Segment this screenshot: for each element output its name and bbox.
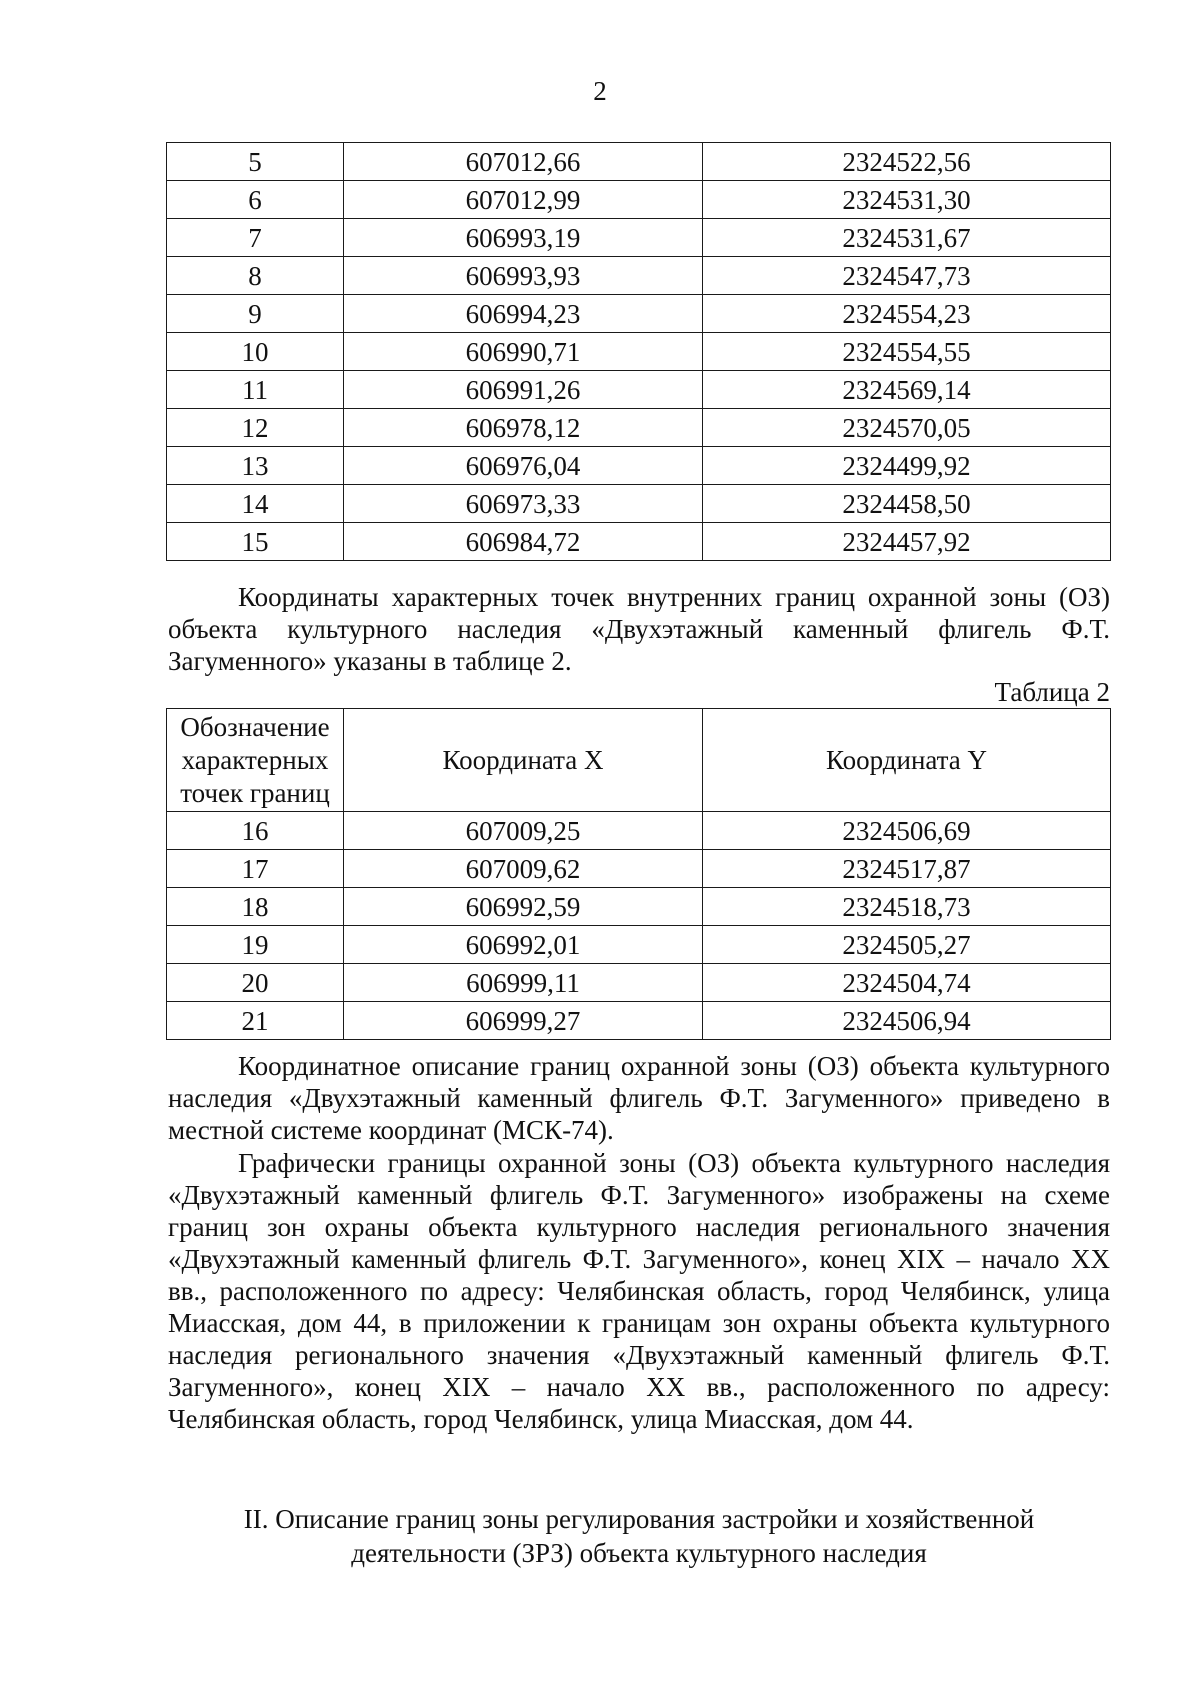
table-row [167, 295, 1111, 333]
header-line: Обозначение [180, 711, 330, 742]
coordinate-x-cell: 606999,11 [344, 964, 703, 1002]
point-number-cell: 15 [167, 523, 344, 561]
table-row [167, 812, 1111, 850]
coordinate-y-cell: 2324547,73 [703, 257, 1111, 295]
point-number-cell: 20 [167, 964, 344, 1002]
point-number-cell: 11 [167, 371, 344, 409]
coordinate-x-cell: 606992,59 [344, 888, 703, 926]
coordinate-x-cell: 607009,62 [344, 850, 703, 888]
table-row [167, 485, 1111, 523]
paragraph-coordinate-system: Координатное описание границ охранной зоны (ОЗ) объекта культурного наследия «Двухэтажный каменный флигель Ф.Т. Загуменного» приведено в местной системе координат (МСК-74). [168, 1051, 1110, 1145]
coordinate-y-cell: 2324531,67 [703, 219, 1111, 257]
coordinate-y-cell: 2324569,14 [703, 371, 1111, 409]
table2-body [167, 812, 1111, 1040]
point-number-cell: 6 [167, 181, 344, 219]
coordinates-table-1 [166, 142, 1111, 561]
coordinate-x-cell: 606990,71 [344, 333, 703, 371]
coordinate-x-cell: 606993,93 [344, 257, 703, 295]
coordinate-y-cell: 2324506,94 [703, 1002, 1111, 1040]
coordinate-x-cell: 606992,01 [344, 926, 703, 964]
coordinate-y-cell: 2324504,74 [703, 964, 1111, 1002]
coordinate-y-cell: 2324457,92 [703, 523, 1111, 561]
table-row [167, 409, 1111, 447]
section-heading-line: деятельности (ЗРЗ) объекта культурного наследия [351, 1538, 927, 1568]
coordinates-table-2 [166, 708, 1111, 1040]
coordinate-x-cell: 606993,19 [344, 219, 703, 257]
table1-body [167, 143, 1111, 561]
table-row [167, 333, 1111, 371]
table-row [167, 964, 1111, 1002]
coordinate-y-cell: 2324506,69 [703, 812, 1111, 850]
table-row [167, 257, 1111, 295]
table-row [167, 143, 1111, 181]
table-row [167, 888, 1111, 926]
table-row [167, 371, 1111, 409]
header-point-designation [167, 709, 344, 812]
point-number-cell: 8 [167, 257, 344, 295]
point-number-cell: 10 [167, 333, 344, 371]
coordinate-y-cell: 2324518,73 [703, 888, 1111, 926]
coordinate-x-cell: 607009,25 [344, 812, 703, 850]
table-row [167, 447, 1111, 485]
point-number-cell: 19 [167, 926, 344, 964]
point-number-cell: 13 [167, 447, 344, 485]
table2-header-row [167, 709, 1111, 812]
table-row [167, 850, 1111, 888]
coordinate-x-cell: 607012,99 [344, 181, 703, 219]
coordinate-y-cell: 2324522,56 [703, 143, 1111, 181]
point-number-cell: 12 [167, 409, 344, 447]
coordinate-x-cell: 606999,27 [344, 1002, 703, 1040]
coordinate-y-cell: 2324531,30 [703, 181, 1111, 219]
header-line: точек границ [180, 777, 330, 808]
point-number-cell: 7 [167, 219, 344, 257]
coordinate-x-cell: 606976,04 [344, 447, 703, 485]
coordinate-y-cell: 2324554,55 [703, 333, 1111, 371]
table-row [167, 1002, 1111, 1040]
header-line: характерных [181, 744, 329, 775]
coordinate-y-cell: 2324554,23 [703, 295, 1111, 333]
table-row [167, 926, 1111, 964]
point-number-cell: 14 [167, 485, 344, 523]
table-row [167, 219, 1111, 257]
coordinate-x-cell: 606991,26 [344, 371, 703, 409]
coordinate-y-cell: 2324458,50 [703, 485, 1111, 523]
page-number: 2 [593, 76, 607, 106]
point-number-cell: 16 [167, 812, 344, 850]
table-row [167, 523, 1111, 561]
point-number-cell: 17 [167, 850, 344, 888]
point-number-cell: 21 [167, 1002, 344, 1040]
coordinate-x-cell: 606978,12 [344, 409, 703, 447]
point-number-cell: 5 [167, 143, 344, 181]
paragraph-graphic-boundaries: Графически границы охранной зоны (ОЗ) объекта культурного наследия «Двухэтажный каменный флигель Ф.Т. Загуменного» изображены на схеме границ зон охраны объекта культурного наследия регионального значения «Двухэтажный каменный флигель Ф.Т. Загуменного», конец XIX – начало XX вв., расположенного по адресу: Челябинская область, город Челябинск, улица Миасская, дом 44, в приложении к границам зон охраны объекта культурного наследия регионального значения «Двухэтажный каменный флигель Ф.Т. Загуменного», конец XIX – начало XX вв., расположенного по адресу: Челябинская область, город Челябинск, улица Миасская, дом 44. [168, 1148, 1110, 1434]
coordinate-x-cell: 607012,66 [344, 143, 703, 181]
point-number-cell: 18 [167, 888, 344, 926]
coordinate-y-cell: 2324517,87 [703, 850, 1111, 888]
section-heading-line: II. Описание границ зоны регулирования застройки и хозяйственной [243, 1504, 1035, 1534]
table-row [167, 181, 1111, 219]
section-heading [168, 1502, 1110, 1570]
coordinate-x-cell: 606994,23 [344, 295, 703, 333]
coordinate-x-cell: 606984,72 [344, 523, 703, 561]
table2-caption: Таблица 2 [994, 677, 1110, 707]
coordinate-y-cell: 2324505,27 [703, 926, 1111, 964]
paragraph-inner-boundaries: Координаты характерных точек внутренних границ охранной зоны (ОЗ) объекта культурного наследия «Двухэтажный каменный флигель Ф.Т. Загуменного» указаны в таблице 2. [168, 582, 1110, 676]
coordinate-y-cell: 2324570,05 [703, 409, 1111, 447]
header-coordinate-x: Координата X [344, 709, 703, 812]
coordinate-x-cell: 606973,33 [344, 485, 703, 523]
coordinate-y-cell: 2324499,92 [703, 447, 1111, 485]
point-number-cell: 9 [167, 295, 344, 333]
header-coordinate-y: Координата Y [703, 709, 1111, 812]
